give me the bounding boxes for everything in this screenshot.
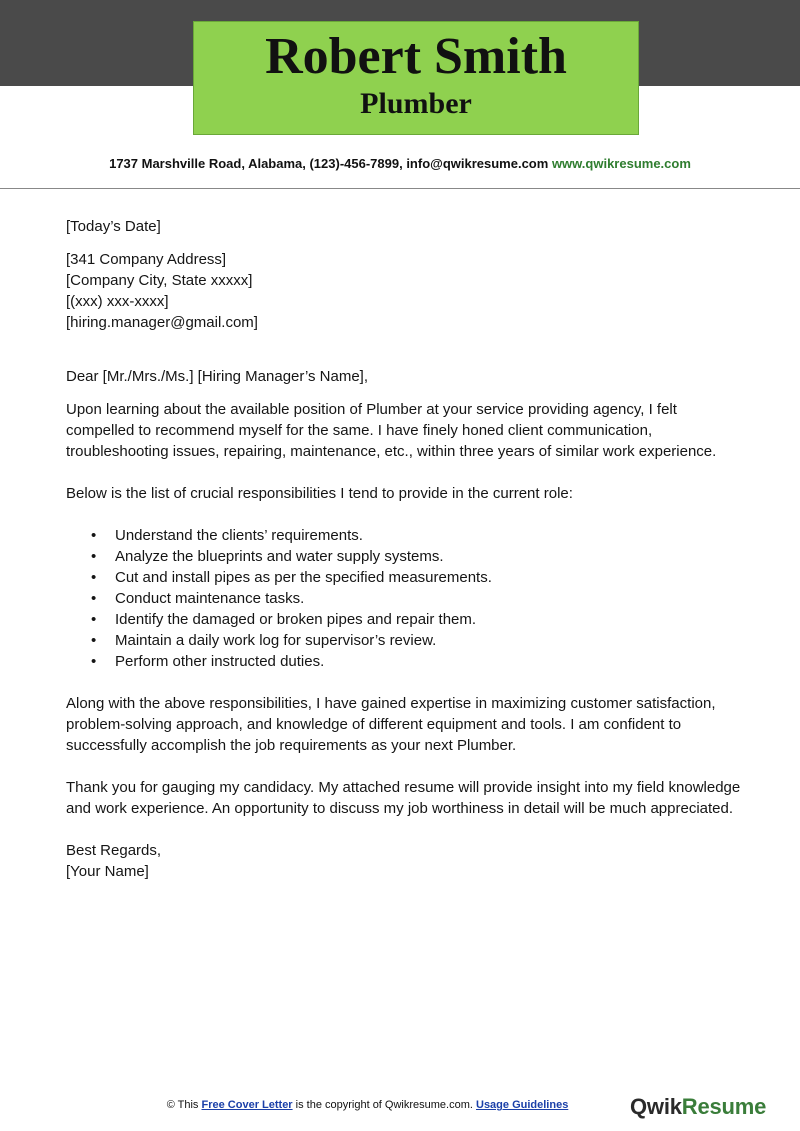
footer-prefix: © This xyxy=(166,1099,202,1111)
list-intro: Below is the list of crucial responsibilities I tend to provide in the current role: xyxy=(66,485,573,502)
list-item: • Conduct maintenance tasks. xyxy=(115,588,746,609)
signature: [Your Name] xyxy=(66,863,149,880)
list-item: • Maintain a daily work log for supervisor’s review. xyxy=(115,630,746,651)
letter-date: [Today’s Date] xyxy=(66,218,161,235)
contact-details: 1737 Marshville Road, Alabama, (123)-456-7899, info@qwikresume.com xyxy=(109,156,549,171)
candidate-name: Robert Smith xyxy=(265,28,567,85)
header-divider xyxy=(0,188,800,189)
footer-middle: is the copyright of Qwikresume.com. xyxy=(292,1099,476,1111)
usage-guidelines-link[interactable]: Usage Guidelines xyxy=(476,1099,569,1111)
body-paragraph: Along with the above responsibilities, I have gained expertise in maximizing customer satisfaction, problem-solving approach, and knowledge of different equipment and tools. I am confident to successfully accomplish the job requirements as your next Plumber. xyxy=(66,695,716,754)
recipient-line: [341 Company Address] xyxy=(66,251,227,268)
list-item: • Understand the clients’ requirements. xyxy=(115,525,746,546)
contact-line xyxy=(0,156,800,171)
logo-part-qwik: Qwik xyxy=(630,1094,682,1119)
letter-body xyxy=(66,216,746,882)
recipient-line: [(xxx) xxx-xxxx] xyxy=(66,293,169,310)
recipient-line: [Company City, State xxxxx] xyxy=(66,272,253,289)
recipient-address xyxy=(66,249,746,333)
intro-paragraph: Upon learning about the available position of Plumber at your service providing agency, I felt compelled to recommend myself for the same. I have finely honed client communication, troubleshooting issues, repairing, maintenance, etc., within three years of similar work experience. xyxy=(66,401,717,460)
footer-copyright xyxy=(0,1099,735,1111)
responsibilities-list xyxy=(66,525,746,672)
free-cover-letter-link[interactable]: Free Cover Letter xyxy=(201,1099,293,1111)
logo-part-resume: Resume xyxy=(681,1094,767,1119)
name-title-box xyxy=(193,21,639,135)
website-link[interactable]: www.qwikresume.com xyxy=(551,156,691,171)
salutation: Dear [Mr./Mrs./Ms.] [Hiring Manager’s Name], xyxy=(66,368,369,385)
list-item: • Identify the damaged or broken pipes and repair them. xyxy=(115,609,746,630)
list-item: • Cut and install pipes as per the specified measurements. xyxy=(115,567,746,588)
list-item: • Perform other instructed duties. xyxy=(115,651,746,672)
list-item: • Analyze the blueprints and water supply systems. xyxy=(115,546,746,567)
closing-paragraph: Thank you for gauging my candidacy. My attached resume will provide insight into my field knowledge and work experience. An opportunity to discuss my job worthiness in detail will be much appreciated. xyxy=(66,779,741,817)
signoff: Best Regards, xyxy=(66,842,162,859)
recipient-line: [hiring.manager@gmail.com] xyxy=(66,314,258,331)
candidate-title: Plumber xyxy=(360,87,472,120)
qwikresume-logo[interactable] xyxy=(630,1094,766,1120)
